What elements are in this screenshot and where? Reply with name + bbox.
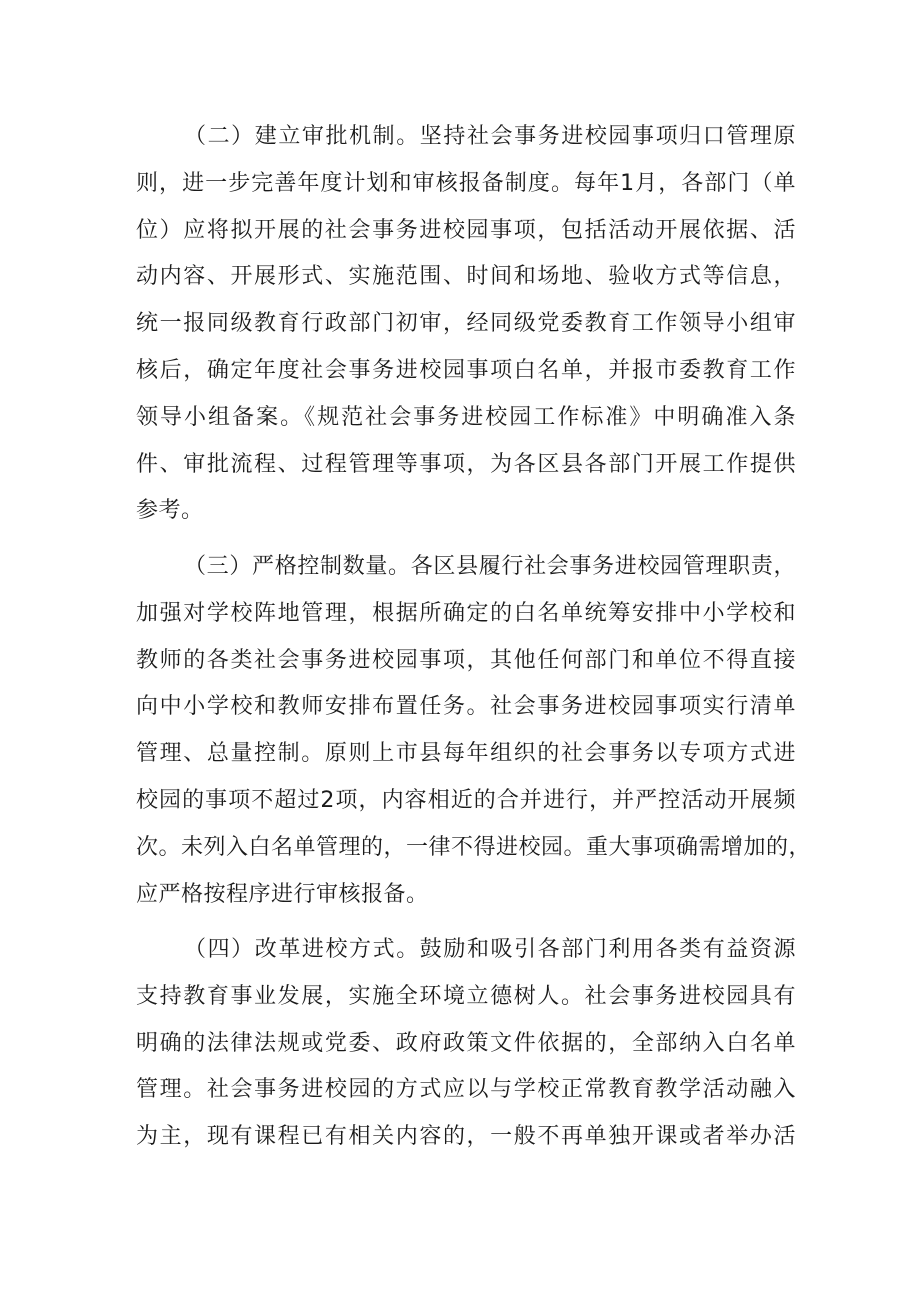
text-line: 校园的事项不超过2项，内容相近的合并进行，并严控活动开展频 [136, 787, 796, 813]
text-line: 动内容、开展形式、实施范围、时间和场地、验收方式等信息， [136, 264, 796, 290]
text-line: 则，进一步完善年度计划和审核报备制度。每年1月，各部门（单 [136, 170, 796, 196]
text-line: 统一报同级教育行政部门初审，经同级党委教育工作领导小组审 [136, 311, 796, 337]
text-line: （二）建立审批机制。坚持社会事务进校园事项归口管理原 [184, 124, 796, 149]
text-line: 管理。社会事务进校园的方式应以与学校正常教育教学活动融入 [136, 1077, 796, 1103]
text-line: 向中小学校和教师安排布置任务。社会事务进校园事项实行清单 [136, 694, 796, 720]
text-line: 次。未列入白名单管理的，一律不得进校园。重大事项确需增加的， [136, 834, 812, 860]
text-line: 件、审批流程、过程管理等事项，为各区县各部门开展工作提供 [136, 451, 796, 477]
text-line: （四）改革进校方式。鼓励和吸引各部门利用各类有益资源 [184, 937, 796, 962]
paragraph-approval-mechanism [136, 114, 796, 535]
text-line: 支持教育事业发展，实施全环境立德树人。社会事务进校园具有 [136, 983, 796, 1009]
paragraph-quantity-control [136, 544, 812, 918]
text-line: 应严格按程序进行审核报备。 [136, 881, 429, 907]
text-line: 领导小组备案。《规范社会事务进校园工作标准》中明确准入条 [136, 404, 796, 430]
text-line: 管理、总量控制。原则上市县每年组织的社会事务以专项方式进 [136, 741, 796, 767]
text-line: 位）应将拟开展的社会事务进校园事项，包括活动开展依据、活 [136, 217, 796, 243]
text-line: 核后，确定年度社会事务进校园事项白名单，并报市委教育工作 [136, 357, 796, 383]
text-line: 参考。 [136, 498, 204, 524]
text-line: 明确的法律法规或党委、政府政策文件依据的，全部纳入白名单 [136, 1030, 796, 1056]
text-line: 为主，现有课程已有相关内容的，一般不再单独开课或者举办活 [136, 1124, 796, 1150]
text-line: （三）严格控制数量。各区县履行社会事务进校园管理职责， [184, 554, 796, 579]
text-line: 加强对学校阵地管理，根据所确定的白名单统筹安排中小学校和 [136, 600, 796, 626]
paragraph-reform-method [136, 927, 796, 1161]
text-line: 教师的各类社会事务进校园事项，其他任何部门和单位不得直接 [136, 647, 796, 673]
